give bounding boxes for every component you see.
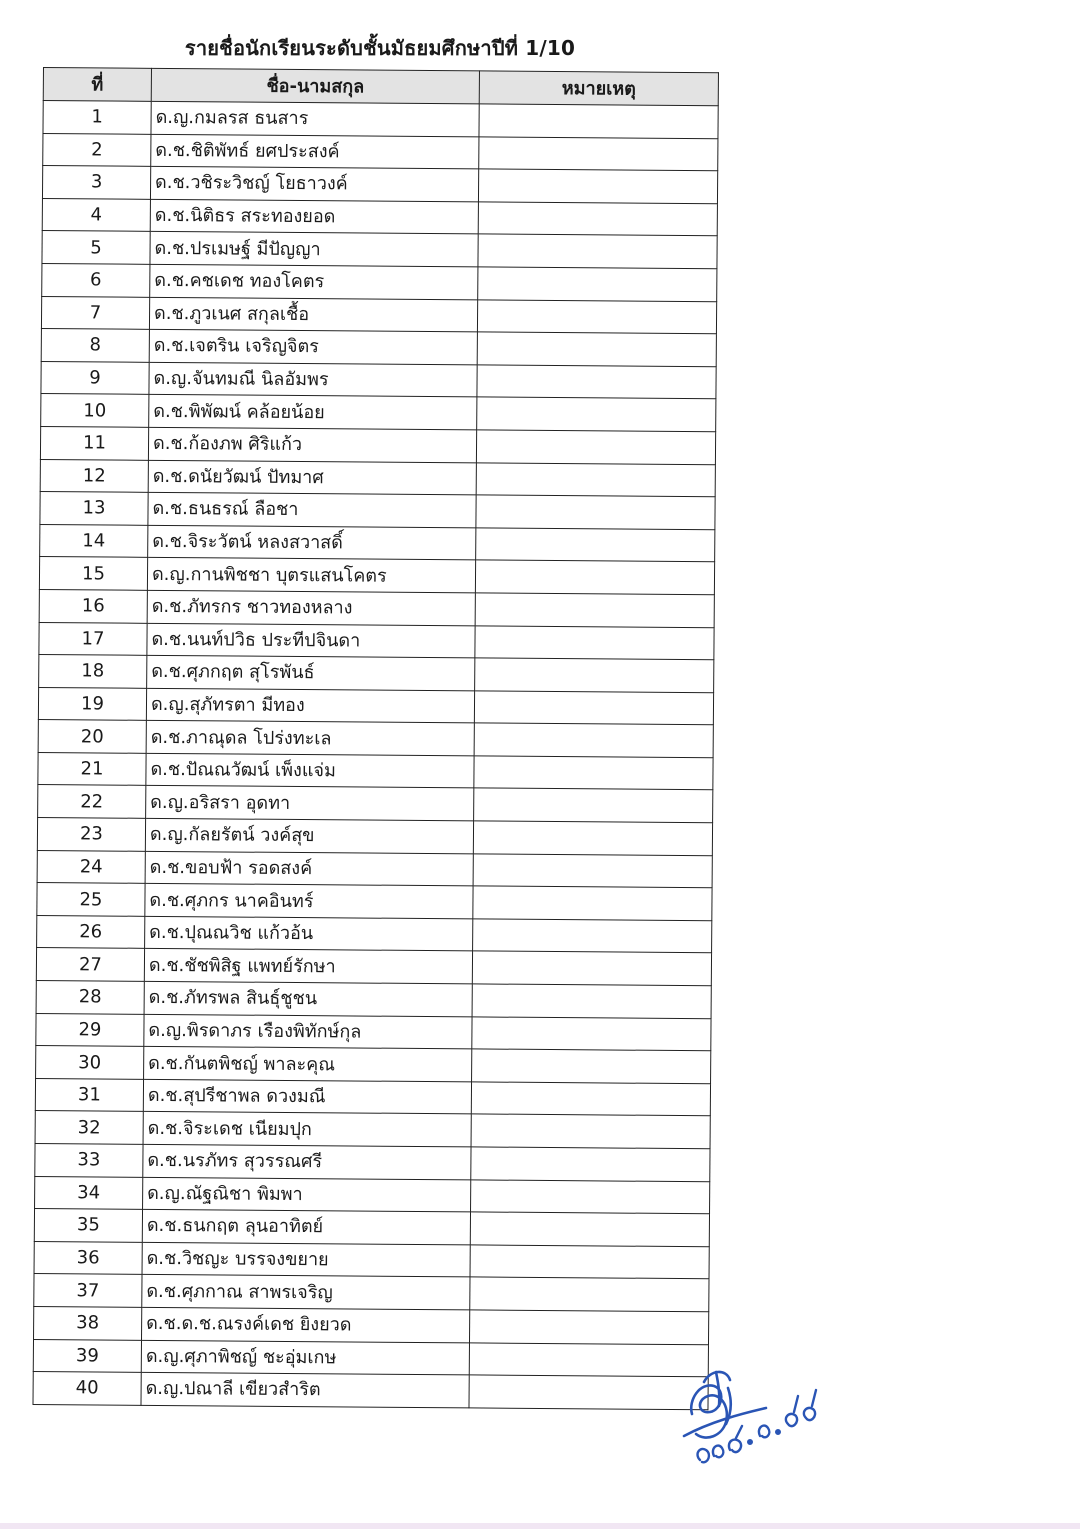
table-row — [35, 1078, 710, 1116]
student-name: ด.ญ.ปณาลี เขียวสำริต — [141, 1372, 469, 1407]
table-row — [40, 492, 715, 530]
row-number: 19 — [38, 687, 146, 720]
student-name: ด.ช.ภาณุดล โปร่งทะเล — [146, 721, 474, 756]
row-number: 32 — [35, 1111, 143, 1144]
row-number: 7 — [41, 296, 149, 329]
note-cell — [472, 984, 711, 1018]
student-name: ด.ช.ปรเมษฐ์ มีปัญญา — [150, 232, 478, 267]
row-number: 9 — [41, 361, 149, 394]
student-name: ด.ช.ธนกฤต ลุนอาทิตย์ — [142, 1210, 470, 1245]
student-name: ด.ช.ชิติพัทธ์ ยศประสงค์ — [151, 134, 479, 169]
note-cell — [473, 821, 712, 855]
row-number: 22 — [38, 785, 146, 818]
row-number: 18 — [39, 655, 147, 688]
row-number: 23 — [37, 818, 145, 851]
student-name: ด.ช.ปุณณวิช แก้วอ้น — [145, 916, 473, 951]
student-name: ด.ช.ด.ช.ณรงค์เดช ยิงยวด — [142, 1307, 470, 1342]
header-name: ชื่อ-นามสกุล — [151, 68, 479, 104]
student-name: ด.ญ.กมลรส ธนสาร — [151, 101, 479, 136]
student-name: ด.ญ.สุภัทรตา มีทอง — [146, 688, 474, 723]
student-name: ด.ช.ขอบฟ้า รอดสงค์ — [145, 851, 473, 886]
student-name: ด.ช.เจตริน เจริญจิตร — [149, 330, 477, 365]
table-row — [40, 459, 715, 497]
note-cell — [473, 886, 712, 920]
table-row — [43, 133, 718, 171]
row-number: 36 — [34, 1241, 142, 1274]
row-number: 3 — [42, 166, 150, 199]
student-name: ด.ช.พิพัฒน์ คล้อยน้อย — [149, 395, 477, 430]
student-name: ด.ญ.กานพิชชา บุตรแสนโคตร — [147, 558, 475, 593]
table-row — [36, 1046, 711, 1084]
table-row — [42, 166, 717, 204]
row-number: 21 — [38, 752, 146, 785]
note-cell — [469, 1310, 708, 1344]
note-cell — [477, 397, 716, 431]
table-row — [37, 818, 712, 856]
table-row — [34, 1306, 709, 1344]
table-row — [37, 915, 712, 953]
note-cell — [479, 137, 718, 171]
row-number: 29 — [36, 1013, 144, 1046]
row-number: 26 — [37, 915, 145, 948]
note-cell — [474, 723, 713, 757]
row-number: 15 — [39, 557, 147, 590]
row-number: 31 — [35, 1078, 143, 1111]
table-row — [36, 981, 711, 1019]
note-cell — [476, 430, 715, 464]
note-cell — [472, 1017, 711, 1051]
student-name: ด.ช.ศุภกาณ สาพรเจริญ — [142, 1275, 470, 1310]
table-row — [38, 720, 713, 758]
row-number: 13 — [40, 492, 148, 525]
table-row — [39, 655, 714, 693]
table-row — [38, 752, 713, 790]
row-number: 6 — [42, 263, 150, 296]
table-row — [43, 101, 718, 139]
table-row — [37, 850, 712, 888]
student-name: ด.ช.ชัชพิสิฐ แพทย์รักษา — [144, 949, 472, 984]
row-number: 8 — [41, 329, 149, 362]
row-number: 33 — [35, 1143, 143, 1176]
row-number: 24 — [37, 850, 145, 883]
row-number: 37 — [34, 1274, 142, 1307]
row-number: 38 — [34, 1306, 142, 1339]
row-number: 39 — [33, 1339, 141, 1372]
student-name: ด.ญ.อริสรา อุดทา — [146, 786, 474, 821]
table-row — [40, 426, 715, 464]
note-cell — [475, 560, 714, 594]
row-number: 1 — [43, 101, 151, 134]
note-cell — [470, 1277, 709, 1311]
note-cell — [470, 1245, 709, 1279]
student-roster-table — [32, 67, 718, 1410]
note-cell — [479, 104, 718, 138]
table-row — [41, 361, 716, 399]
table-row — [36, 948, 711, 986]
note-cell — [477, 365, 716, 399]
table-row — [34, 1274, 709, 1312]
student-name: ด.ช.ภูวเนศ สกุลเชื้อ — [149, 297, 477, 332]
note-cell — [471, 1179, 710, 1213]
row-number: 40 — [33, 1372, 141, 1405]
student-name: ด.ช.นิติธร สระทองยอด — [150, 199, 478, 234]
student-name: ด.ญ.กัลยรัตน์ วงค์สุข — [145, 818, 473, 853]
student-name: ด.ช.นรภัทร สุวรรณศรี — [143, 1144, 471, 1179]
note-cell — [478, 202, 717, 236]
table-row — [41, 394, 716, 432]
row-number: 34 — [35, 1176, 143, 1209]
table-row — [42, 231, 717, 269]
student-name: ด.ช.ก้องภพ ศิริแก้ว — [148, 427, 476, 462]
note-cell — [478, 169, 717, 203]
table-row — [40, 524, 715, 562]
note-cell — [478, 267, 717, 301]
student-name: ด.ญ.ณัฐณิชา พิมพา — [143, 1177, 471, 1212]
row-number: 35 — [34, 1209, 142, 1242]
table-row — [34, 1209, 709, 1247]
student-name: ด.ญ.ศุภาพิชญ์ ชะอุ่มเกษ — [141, 1340, 469, 1375]
row-number: 4 — [42, 198, 150, 231]
student-name: ด.ช.ปัณณวัฒน์ เพ็งแจ่ม — [146, 753, 474, 788]
student-name: ด.ช.ภัทรกร ชาวทองหลาง — [147, 590, 475, 625]
note-cell — [474, 756, 713, 790]
row-number: 5 — [42, 231, 150, 264]
row-number: 20 — [38, 720, 146, 753]
note-cell — [474, 788, 713, 822]
note-cell — [470, 1212, 709, 1246]
header-number: ที่ — [43, 68, 151, 102]
header-note: หมายเหตุ — [479, 71, 718, 106]
row-number: 10 — [41, 394, 149, 427]
note-cell — [475, 658, 714, 692]
row-number: 30 — [36, 1046, 144, 1079]
student-name: ด.ญ.พิรดาภร เรืองพิทักษ์กุล — [144, 1014, 472, 1049]
student-name: ด.ช.กันตพิชญ์ พาละคุณ — [144, 1047, 472, 1082]
table-row — [37, 883, 712, 921]
student-name: ด.ช.คชเดช ทองโคตร — [150, 264, 478, 299]
student-name: ด.ช.ภัทรพล สินธุ์ชูชน — [144, 981, 472, 1016]
student-name: ด.ช.นนท์ปวิธ ประทีปจินดา — [147, 623, 475, 658]
table-row — [34, 1241, 709, 1279]
row-number: 28 — [36, 981, 144, 1014]
note-cell — [475, 593, 714, 627]
note-cell — [474, 691, 713, 725]
note-cell — [472, 951, 711, 985]
note-cell — [473, 854, 712, 888]
student-name: ด.ช.ศุภกฤต สุโรพันธ์ — [147, 655, 475, 690]
note-cell — [471, 1082, 710, 1116]
table-row — [42, 263, 717, 301]
table-body — [33, 101, 718, 1410]
note-cell — [473, 919, 712, 953]
row-number: 12 — [40, 459, 148, 492]
note-cell — [476, 495, 715, 529]
table-row — [33, 1339, 708, 1377]
note-cell — [472, 1049, 711, 1083]
table-row — [36, 1013, 711, 1051]
row-number: 2 — [43, 133, 151, 166]
table-header-row — [43, 68, 718, 106]
table-row — [33, 1372, 708, 1410]
note-cell — [471, 1114, 710, 1148]
table-row — [39, 557, 714, 595]
table-row — [39, 622, 714, 660]
row-number: 25 — [37, 883, 145, 916]
handwritten-signature — [670, 1352, 840, 1477]
student-name: ด.ช.ธนธรณ์ ลือชา — [148, 492, 476, 527]
scan-edge-strip — [0, 1523, 1080, 1529]
student-name: ด.ช.วชิระวิชญ์ โยธาวงค์ — [150, 167, 478, 202]
note-cell — [476, 462, 715, 496]
row-number: 16 — [39, 589, 147, 622]
table-row — [39, 589, 714, 627]
student-name: ด.ช.จิระเดช เนียมปุก — [143, 1112, 471, 1147]
note-cell — [476, 528, 715, 562]
student-name: ด.ช.ศุภกร นาคอินทร์ — [145, 884, 473, 919]
student-name: ด.ช.วิชญะ บรรจงขยาย — [142, 1242, 470, 1277]
row-number: 17 — [39, 622, 147, 655]
student-name: ด.ช.ดนัยวัฒน์ ปัทมาศ — [148, 460, 476, 495]
row-number: 27 — [36, 948, 144, 981]
table-row — [35, 1176, 710, 1214]
table-row — [42, 198, 717, 236]
note-cell — [477, 299, 716, 333]
note-cell — [477, 332, 716, 366]
table-row — [41, 329, 716, 367]
student-name: ด.ช.จิระวัตน์ หลงสวาสดิ์ — [148, 525, 476, 560]
document-title: รายชื่อนักเรียนระดับชั้นมัธยมศึกษาปีที่ 1/10 — [184, 36, 576, 60]
row-number: 11 — [40, 426, 148, 459]
table-row — [35, 1111, 710, 1149]
note-cell — [475, 625, 714, 659]
note-cell — [478, 234, 717, 268]
student-name: ด.ช.สุปรีชาพล ดวงมณี — [143, 1079, 471, 1114]
note-cell — [471, 1147, 710, 1181]
student-name: ด.ญ.จันทมณี นิลอัมพร — [149, 362, 477, 397]
table-row — [35, 1143, 710, 1181]
table-row — [38, 785, 713, 823]
row-number: 14 — [40, 524, 148, 557]
table-row — [41, 296, 716, 334]
table-row — [38, 687, 713, 725]
